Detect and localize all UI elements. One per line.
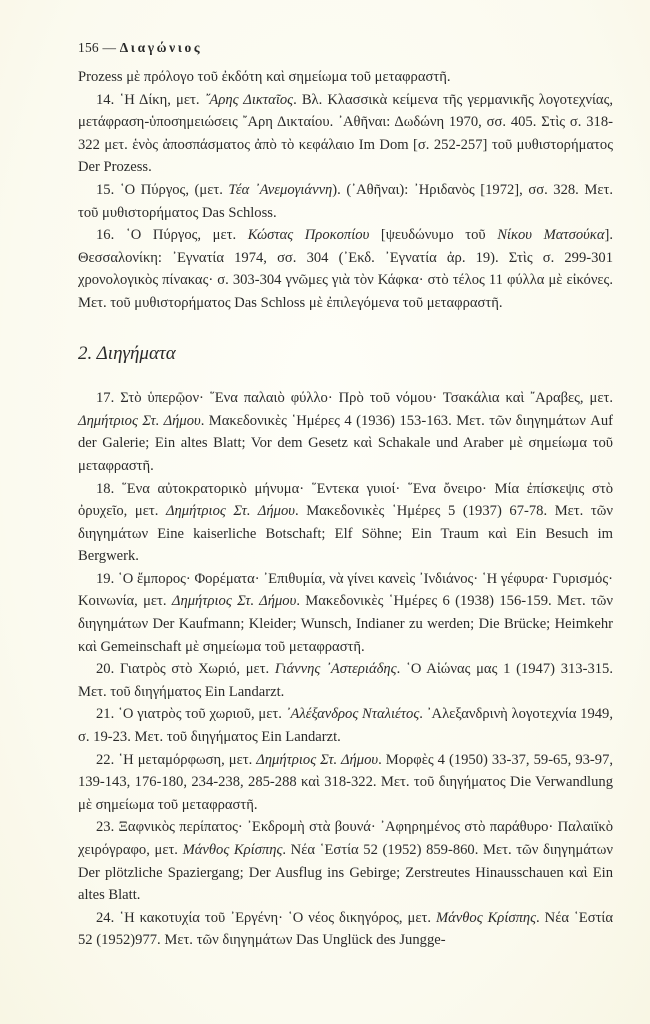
entry-number: 22.	[96, 751, 115, 768]
bib-entry-17: 17. Στὸ ὑπερῷον· ῞Ενα παλαιὸ φύλλο· Πρὸ τοῦ νόμου· Τσακάλια καὶ ῎Αραβες, μετ. Δημήτριος Στ. Δήμου. Μακεδονικὲς ῾Ημέρες 4 (1936) 153-163. Μετ. τῶν διηγημάτων Auf der Galerie; Ein altes Blatt; Vor dem Gesetz καὶ Schakale und Araber μὲ σημείωμα τοῦ μεταφραστῆ.	[78, 390, 613, 474]
bib-entry-21: 21. ῾Ο γιατρὸς τοῦ χωριοῦ, μετ. ᾿Αλέξανδρος Νταλιέτος. ᾿Αλεξανδρινὴ λογοτεχνία 1949, σ. 19-23. Μετ. τοῦ διηγήματος Ein Landarzt.	[78, 706, 613, 746]
entry-number: 14.	[96, 91, 115, 108]
translator-name: Τέα ᾿Ανεμογιάννη	[228, 181, 333, 198]
bib-entry-24: 24. ῾Η κακοτυχία τοῦ ᾿Εργένη· ῾Ο νέος δικηγόρος, μετ. Μάνθος Κρίσπης. Νέα ῾Εστία 52 (1952)977. Μετ. τῶν διηγημάτων Das Unglück des Jungge-	[78, 909, 614, 949]
translator-name: ῎Αρης Δικταῖος	[204, 91, 294, 108]
bib-entry-15: 15. ῾Ο Πύργος, (μετ. Τέα ᾿Ανεμογιάννη). (᾿Αθῆναι): ᾿Ηριδανὸς [1972], σσ. 328. Μετ. τοῦ μυθιστορήματος Das Schloss.	[78, 181, 613, 221]
entry-number: 19.	[96, 570, 115, 587]
translator-name: Δημήτριος Στ. Δήμου	[256, 751, 379, 768]
bib-entry-23: 23. Ξαφνικὸς περίπατος· ᾿Εκδρομὴ στὰ βουνά· ᾿Αφηρημένος στὸ παράθυρο· Παλαιϊκὸ χειρόγραφο, μετ. Μάνθος Κρίσπης. Νέα ῾Εστία 52 (1952) 859-860. Μετ. τῶν διηγημάτων Der plötzliche Spaziergang; Der Ausflug ins Gebirge; Zerstreutes Hinausschauen καὶ Ein altes Blatt.	[78, 819, 613, 904]
entry-13-continuation: Prozess μὲ πρόλογο τοῦ ἐκδότη καὶ σημείωμα τοῦ μεταφραστῆ.	[78, 69, 451, 85]
entry-number: 18.	[96, 480, 115, 497]
translator-name: Μάνθος Κρίσπης	[435, 909, 537, 926]
entry-number: 21.	[96, 706, 115, 723]
translator-name: Κώστας Προκοπίου	[247, 227, 370, 244]
translator-name: ᾿Αλέξανδρος Νταλιέτος	[285, 706, 420, 723]
translator-name: Δημήτριος Στ. Δήμου	[78, 412, 201, 429]
section-heading: 2. Διηγήματα	[78, 342, 176, 364]
entry-number: 24.	[96, 909, 115, 926]
header-separator: —	[102, 40, 117, 55]
translator-name: Δημήτριος Στ. Δήμου	[171, 593, 297, 610]
journal-title: Διαγώνιος	[119, 40, 203, 55]
entry-number: 15.	[96, 181, 115, 198]
translator-name: Γιάννης ᾿Αστεριάδης	[274, 661, 397, 678]
entry-number: 16.	[96, 227, 115, 244]
bib-entry-16: 16. ῾Ο Πύργος, μετ. Κώστας Προκοπίου [ψευδώνυμο τοῦ Νίκου Ματσούκα]. Θεσσαλονίκη: ᾿Εγνατία 1974, σσ. 304 (᾿Εκδ. ᾿Εγνατία ἀρ. 19). Στὶς σ. 299-301 χρονολογικὸς πίνακας· σ. 303-304 γνῶμες γιὰ τὸν Κάφκα· στὸ τέλος 11 φύλλα μὲ εἰκόνες. Μετ. τοῦ μυθιστορήματος Das Schloss μὲ ἐπιλεγόμενα τοῦ μεταφραστῆ.	[78, 227, 613, 311]
running-head	[78, 40, 202, 56]
body-text	[78, 66, 613, 952]
bib-entry-14: 14. ῾Η Δίκη, μετ. ῎Αρης Δικταῖος. Βλ. Κλασσικὰ κείμενα τῆς γερμανικῆς λογοτεχνίας, μετάφραση-ὑποσημειώσεις ῎Αρη Δικταίου. ᾿Αθῆναι: Δωδώνη 1970, σσ. 405. Στὶς σ. 318-322 μετ. ἑνὸς ἀποσπάσματος ἀπὸ τὸ κεφάλαιο Im Dom [σ. 252-257] τοῦ μυθιστορήματος Der Prozess.	[78, 91, 613, 176]
bib-entry-22: 22. ῾Η μεταμόρφωση, μετ. Δημήτριος Στ. Δήμου. Μορφὲς 4 (1950) 33-37, 59-65, 93-97, 139-143, 176-180, 234-238, 285-288 καὶ 318-322. Μετ. τοῦ διηγήματος Die Verwandlung μὲ σημείωμα τοῦ μεταφραστῆ.	[78, 751, 614, 813]
translator-name: Δημήτριος Στ. Δήμου	[165, 503, 295, 520]
entry-number: 17.	[96, 390, 115, 407]
entry-number: 20.	[96, 661, 115, 678]
page-number: 156	[78, 40, 99, 55]
bib-entry-18: 18. ῞Ενα αὐτοκρατορικὸ μήνυμα· ῞Εντεκα γυιοί· ῞Ενα ὄνειρο· Μία ἐπίσκεψις στὸ ὀρυχεῖο, μετ. Δημήτριος Στ. Δήμου. Μακεδονικὲς ῾Ημέρες 5 (1937) 67-78. Μετ. τῶν διηγημάτων Eine kaiserliche Botschaft; Elf Söhne; Ein Traum καὶ Ein Besuch im Bergwerk.	[78, 480, 613, 565]
bib-entry-19: 19. ῾Ο ἔμπορος· Φορέματα· ᾿Επιθυμία, νὰ γίνει κανεὶς ᾿Ινδιάνος· ῾Η γέφυρα· Γυρισμός· Κοινωνία, μετ. Δημήτριος Στ. Δήμου. Μακεδονικὲς ῾Ημέρες 6 (1938) 156-159. Μετ. τῶν διηγημάτων Der Kaufmann; Kleider; Wunsch, Indianer zu werden; Die Brücke; Heimkehr καὶ Gemeinschaft μὲ σημείωμα τοῦ μεταφραστῆ.	[78, 570, 613, 655]
translator-name: Μάνθος Κρίσπης	[182, 842, 283, 858]
entry-number: 23.	[96, 819, 115, 836]
bib-entry-20: 20. Γιατρὸς στὸ Χωριό, μετ. Γιάννης ᾿Αστεριάδης. ῾Ο Αἰώνας μας 1 (1947) 313-315. Μετ. τοῦ διηγήματος Ein Landarzt.	[78, 661, 614, 700]
translator-name: Νίκου Ματσούκα	[497, 227, 605, 244]
